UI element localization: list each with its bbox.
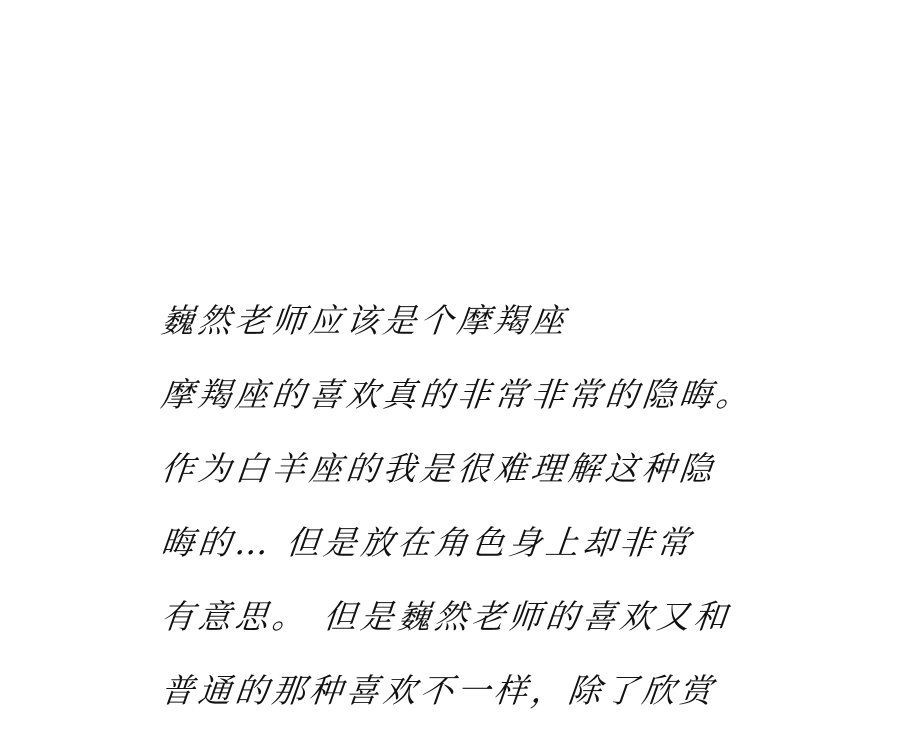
note-line-5: 有意思。 但是巍然老师的喜欢又和 [159,597,733,636]
note-line-1: 巍然老师应该是个摩羯座 [159,301,571,340]
note-line-3: 作为白羊座的我是很难理解这种隐 [159,449,719,488]
handwritten-note [160,295,860,739]
note-line-4: 晦的… 但是放在角色身上却非常 [159,523,696,562]
note-line-6: 普通的那种喜欢不一样，除了欣赏 [159,671,719,710]
note-line-2: 摩羯座的喜欢真的非常非常的隐晦。 [159,375,756,414]
